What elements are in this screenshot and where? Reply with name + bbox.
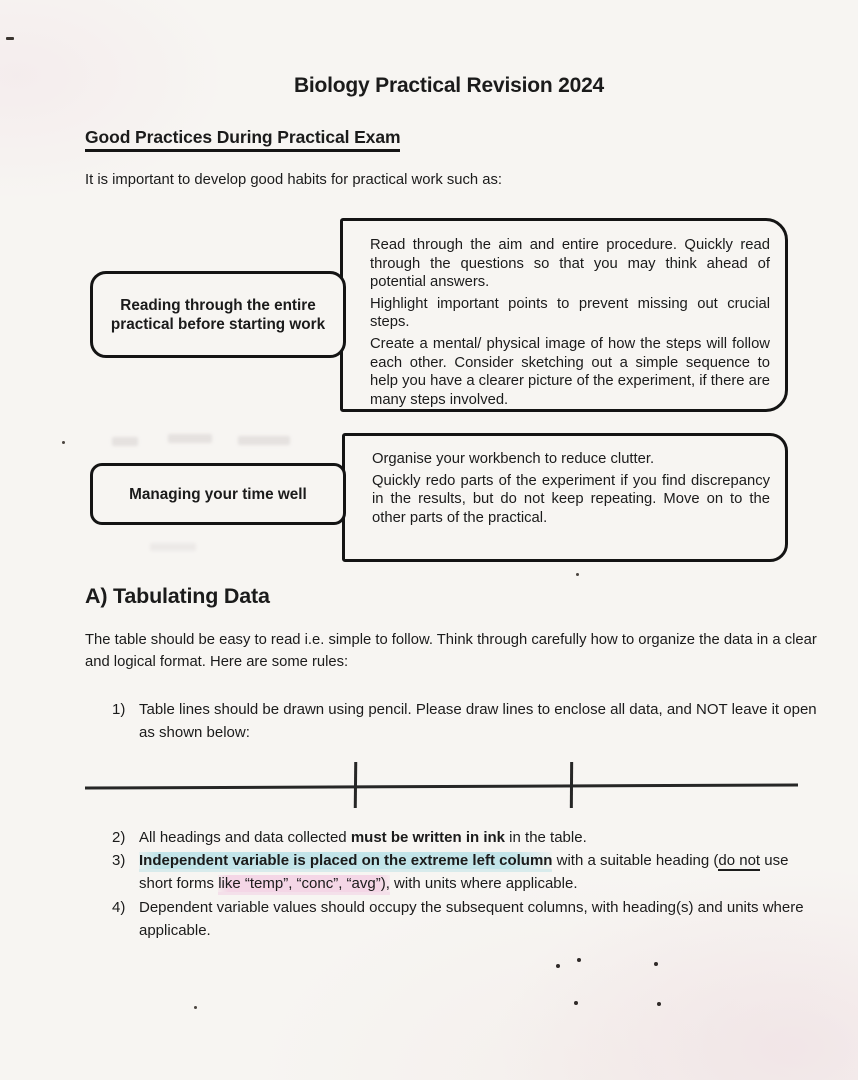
rule-item-2 xyxy=(112,827,818,850)
rule-text xyxy=(139,827,818,850)
text-segment: in the table. xyxy=(505,829,587,846)
text-segment: All headings and data collected xyxy=(139,829,351,846)
text-segment: must be written in ink xyxy=(350,829,506,846)
rule-number: 3) xyxy=(112,852,126,869)
ink-speck xyxy=(6,37,14,40)
flow-detail-box-reading xyxy=(340,218,788,412)
ink-speck xyxy=(654,962,658,966)
box-paragraph: Organise your workbench to reduce clutter. xyxy=(372,451,655,467)
box-paragraph: Quickly redo parts of the experiment if you find discrepancy in the results, but do not keep repeating. Move on to the other parts of the practical. xyxy=(372,472,770,526)
rule-number: 1) xyxy=(112,701,126,718)
rule-number: 2) xyxy=(112,829,126,846)
text-segment: with a suitable heading ( xyxy=(552,852,719,869)
text-segment: like “temp”, “conc”, “avg”), xyxy=(218,874,390,892)
box-paragraph: Read through the aim and entire procedure. Quickly read through the questions so that you may think ahead of potential answers. xyxy=(370,237,770,291)
text-segment: with units where applicable. xyxy=(389,874,578,892)
flow-label-box-reading xyxy=(90,271,346,358)
rule-item-4 xyxy=(112,897,818,942)
text-segment: use short forms xyxy=(139,852,789,892)
section2-heading: A) Tabulating Data xyxy=(85,584,270,608)
rule-item-3 xyxy=(112,850,818,895)
ink-speck xyxy=(574,1001,578,1005)
figure-vertical-line-left xyxy=(354,762,357,808)
text-segment: Table lines should be drawn using pencil. Please draw lines to enclose all data, and NOT leave it open as shown below: xyxy=(139,701,817,741)
ink-speck xyxy=(577,958,581,962)
figure-vertical-line-right xyxy=(570,762,573,808)
flow-label-box-time xyxy=(90,463,346,525)
flow-detail-box-time xyxy=(342,433,788,562)
text-segment: do not xyxy=(718,852,761,869)
box-paragraph: Create a mental/ physical image of how the steps will follow each other. Consider sketching out a simple sequence to help you have a clearer picture of the experiment, if there are many steps involved. xyxy=(370,335,770,408)
rule-text xyxy=(139,850,818,895)
bleed-through-smudge xyxy=(112,437,138,446)
flow-label-text: Reading through the entire practical before starting work xyxy=(110,296,326,333)
bleed-through-smudge xyxy=(150,543,196,551)
ink-speck xyxy=(576,573,579,576)
ink-speck xyxy=(556,964,560,968)
rule-item-1 xyxy=(112,699,818,744)
ink-speck xyxy=(657,1002,661,1006)
bleed-through-smudge xyxy=(238,436,290,445)
flow-label-text: Managing your time well xyxy=(129,485,307,503)
bleed-through-smudge xyxy=(168,434,212,443)
rule-text xyxy=(139,897,818,942)
rule-number: 4) xyxy=(112,899,126,916)
ink-speck xyxy=(62,441,65,444)
figure-horizontal-line xyxy=(85,783,798,789)
section1-heading: Good Practices During Practical Exam xyxy=(85,127,400,152)
text-segment: Dependent variable values should occupy the subsequent columns, with heading(s) and units where applicable. xyxy=(139,899,804,939)
section1-heading-wrap xyxy=(85,127,400,148)
rule-text xyxy=(139,699,818,744)
section2-intro: The table should be easy to read i.e. simple to follow. Think through carefully how to organize the data in a clear and logical format. Here are some rules: xyxy=(85,632,817,670)
box-paragraph: Highlight important points to prevent missing out crucial steps. xyxy=(370,295,770,331)
section1-intro: It is important to develop good habits for practical work such as: xyxy=(85,172,502,188)
text-segment: Independent variable is placed on the extreme left column xyxy=(139,852,553,869)
page-title: Biology Practical Revision 2024 xyxy=(293,74,605,97)
ink-speck xyxy=(194,1006,197,1009)
